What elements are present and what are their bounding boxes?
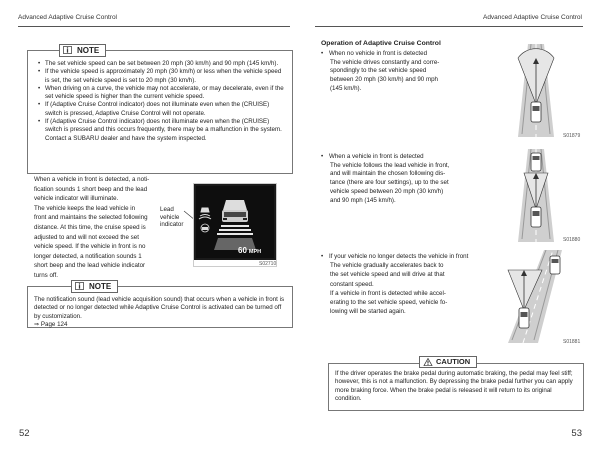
operation-block-vehicle-lost xyxy=(321,252,486,316)
block-bullet: • When a vehicle in front is detected xyxy=(321,153,424,160)
note-label-text: NOTE xyxy=(77,46,100,55)
right-header-rule xyxy=(315,26,583,27)
note-item-text: If (Adaptive Cruise Control indicator) does not illuminate even when the (CRUISE) switch is pressed and this occurs frequently, there may be a malfunction in the system. Contact a SUBARU dealer and have the system inspected. xyxy=(45,118,282,142)
figure-vehicle-lost xyxy=(494,250,581,345)
figure-code: S01881 xyxy=(563,339,581,345)
note-box-customization xyxy=(27,286,293,328)
body-line: adjusted to and will not exceed the set xyxy=(34,233,139,241)
warning-triangle-icon xyxy=(423,358,433,366)
block-line: and will maintain the chosen following dis- xyxy=(330,170,446,178)
dashboard-display xyxy=(194,184,276,260)
block-line: If a vehicle in front is detected while accel- xyxy=(330,289,446,297)
figure-code: S02710 xyxy=(259,261,277,267)
block-line: erating to the set vehicle speed, vehicle fo- xyxy=(330,299,448,307)
set-speed-readout xyxy=(238,246,261,255)
note-item: • The set vehicle speed can be set between 20 mph (30 km/h) and 90 mph (145 km/h). xyxy=(45,60,284,68)
operation-block-vehicle-detected xyxy=(321,153,486,205)
body-line: distance. At this time, the cruise speed is xyxy=(34,223,146,231)
note-item: • When driving on a curve, the vehicle may not accelerate, or may decelerate, even if the set vehicle speed is higher than the current vehicle speed. xyxy=(45,85,284,102)
body-line: longer detected, a notification sounds 1 xyxy=(34,252,142,260)
block-line: The vehicle drives constantly and corre- xyxy=(330,58,440,66)
section-title: Operation of Adaptive Cruise Control xyxy=(321,40,441,47)
figure-code: S01879 xyxy=(563,133,581,139)
bullet-text: When a vehicle in front is detected xyxy=(329,153,424,160)
left-header-rule xyxy=(18,26,290,27)
block-line: spondingly to the set vehicle speed xyxy=(330,67,427,75)
block-bullet: • If your vehicle no longer detects the vehicle in front xyxy=(321,253,469,260)
caution-label xyxy=(419,356,477,368)
figure-no-vehicle xyxy=(494,44,581,139)
block-line: the set vehicle speed and will drive at that xyxy=(330,271,445,279)
road-diagram-vehicle-detected xyxy=(494,149,581,243)
body-line: turns off. xyxy=(34,271,58,279)
body-line: vehicle indicator will illuminate. xyxy=(34,195,119,203)
block-line: The vehicle follows the lead vehicle in front, xyxy=(330,161,450,169)
block-line: The vehicle gradually accelerates back to xyxy=(330,262,444,270)
page-reference-link[interactable]: ⇒ Page 124 xyxy=(34,320,68,328)
figure-code: S01880 xyxy=(563,237,581,243)
block-line: (145 km/h). xyxy=(330,84,362,92)
speed-unit: MPH xyxy=(248,249,262,255)
left-running-header: Advanced Adaptive Cruise Control xyxy=(18,14,118,21)
bullet-text: If your vehicle no longer detects the vehicle in front xyxy=(329,253,469,260)
body-line: short beep and the lead vehicle indicator xyxy=(34,262,146,270)
note-list xyxy=(36,60,284,143)
note-item-text: If (Adaptive Cruise Control indicator) does not illuminate even when the (CRUISE) switch is pressed, Adaptive Cruise Control will not operate. xyxy=(45,101,270,117)
body-line: vehicle speed. If the vehicle in front is no xyxy=(34,243,146,251)
note-box xyxy=(27,50,293,174)
block-line: and 90 mph (145 km/h). xyxy=(330,196,396,204)
block-bullet: • When no vehicle in front is detected xyxy=(321,50,428,57)
figure-vehicle-detected xyxy=(494,149,581,243)
dashboard-figure xyxy=(193,183,277,267)
bullet-text: When no vehicle in front is detected xyxy=(329,50,428,57)
block-line: tance (there are four settings), up to the set xyxy=(330,179,449,187)
road-diagram-vehicle-lost xyxy=(494,250,581,345)
block-line: between 20 mph (30 km/h) and 90 mph xyxy=(330,76,439,84)
body-line: The vehicle keeps the lead vehicle in xyxy=(34,204,136,212)
note-item xyxy=(45,118,284,143)
left-page-number: 52 xyxy=(19,428,30,439)
following-distance-bars xyxy=(217,225,253,235)
note-item: • If the vehicle speed is approximately 20 mph (30 km/h) or less when the vehicle speed is set, the set vehicle speed is set to 20 mph (30 km/h). xyxy=(45,68,284,85)
body-line: When a vehicle in front is detected, a noti- xyxy=(34,176,150,183)
info-icon xyxy=(75,282,84,290)
caution-box xyxy=(328,363,584,411)
speed-value: 60 xyxy=(238,246,247,255)
body-line: front and maintains the selected following xyxy=(34,214,148,222)
note-label xyxy=(59,44,106,57)
road-diagram-no-vehicle xyxy=(494,44,581,139)
lead-car-icon xyxy=(222,200,248,222)
body-line: fication sounds 1 short beep and the lead xyxy=(34,185,148,193)
note-item xyxy=(45,101,284,118)
right-running-header: Advanced Adaptive Cruise Control xyxy=(482,14,582,21)
note2-text: The notification sound (lead vehicle acquisition sound) that occurs when a vehicle in front is detected or no longer detected while Adaptive Cruise Control is activated can be turned off by customization. xyxy=(34,296,285,320)
caution-text: If the driver operates the brake pedal during automatic braking, the pedal may feel stiff; however, this is not a malfunction. By depressing the brake pedal further you can apply more braking force. When the brake pedal is released it will return to its original condition. xyxy=(335,370,573,402)
right-page-number: 53 xyxy=(571,428,582,439)
block-line: lowing will be started again. xyxy=(330,308,406,316)
note-label-2 xyxy=(71,280,118,293)
info-icon xyxy=(63,46,72,54)
lead-vehicle-callout: Lead vehicle indicator xyxy=(160,206,184,228)
note-label-text: NOTE xyxy=(89,282,112,291)
body-paragraph xyxy=(34,175,164,281)
block-line: constant speed. xyxy=(330,280,374,288)
operation-block-no-vehicle xyxy=(321,50,481,94)
caution-label-text: CAUTION xyxy=(436,357,471,366)
block-line: vehicle speed between 20 mph (30 km/h) xyxy=(330,187,444,195)
